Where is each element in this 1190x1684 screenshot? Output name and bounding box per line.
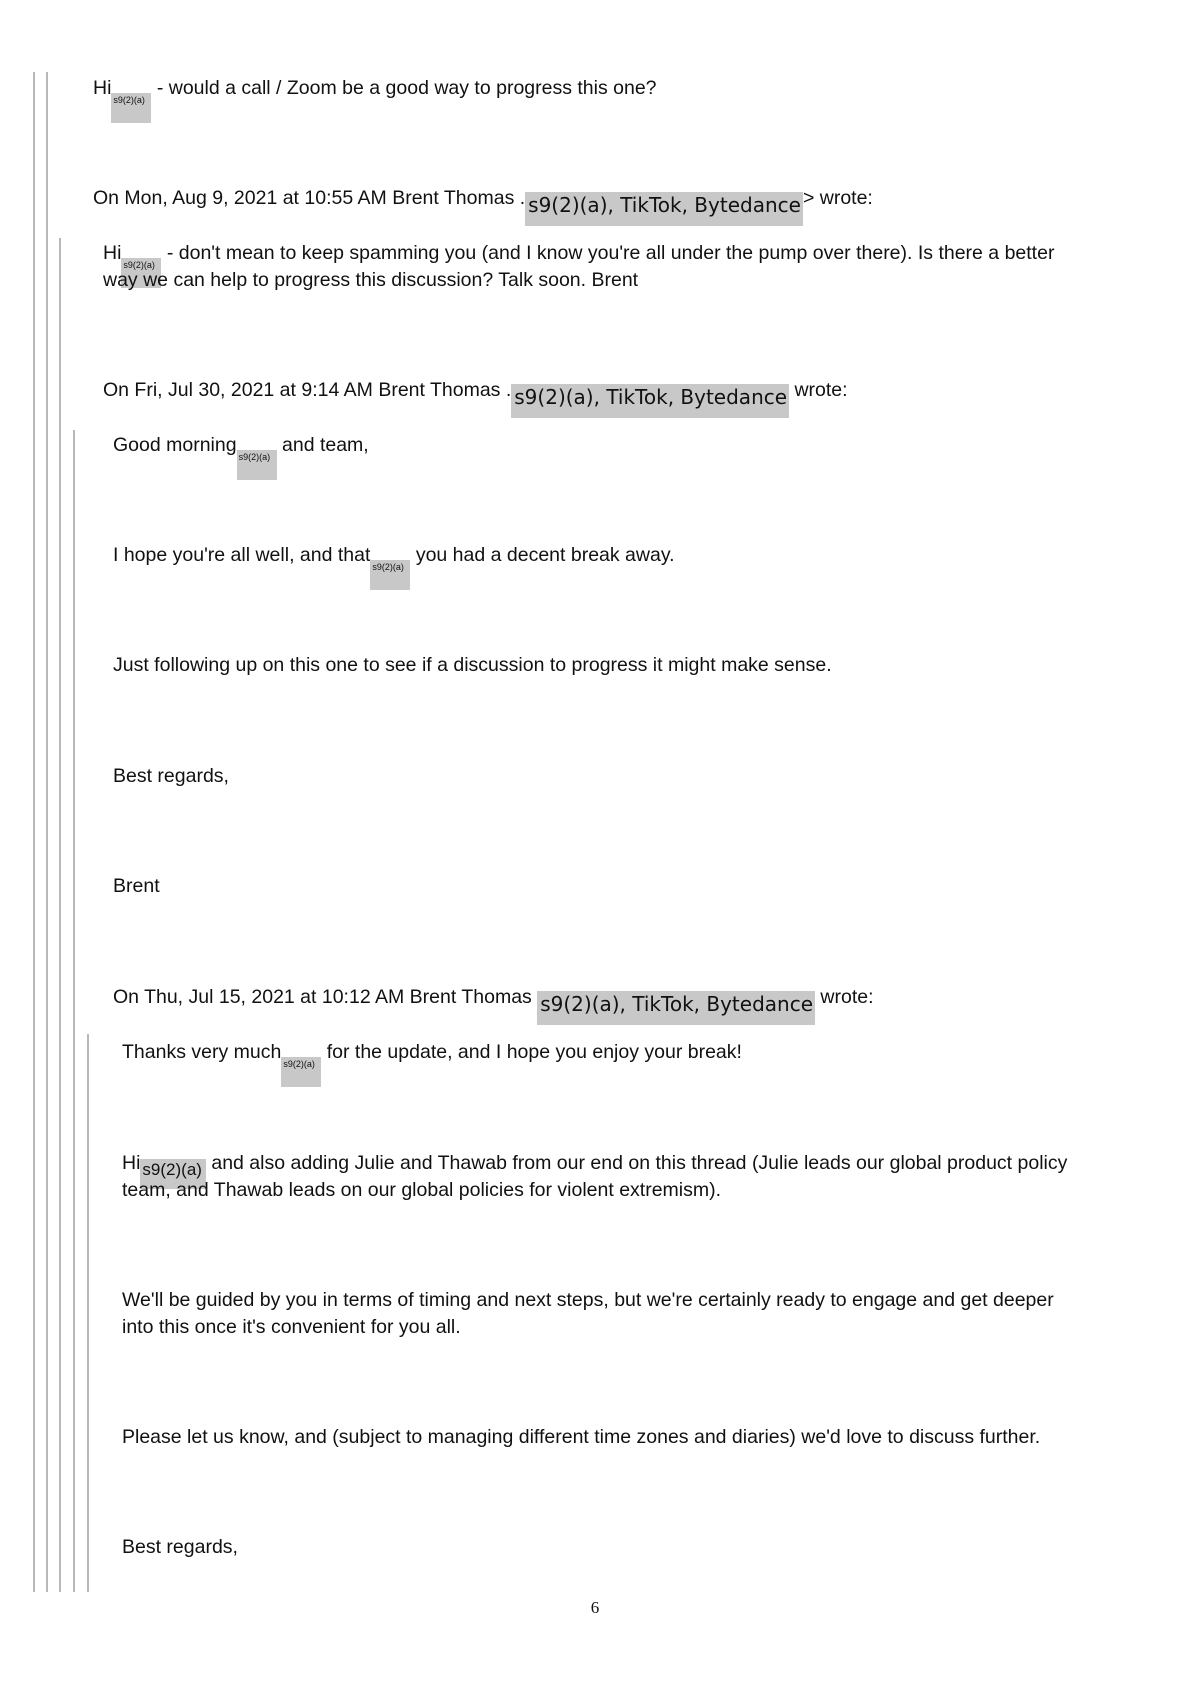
message-4-guided-line-1 [122, 1287, 1054, 1314]
thanks-start: Thanks very much [122, 1041, 282, 1063]
message-4-regards [122, 1534, 238, 1561]
followup-text: Just following up on this one to see if a discussion to progress it might make sense. [113, 654, 832, 676]
greeting-end: and team, [282, 434, 369, 456]
redaction-box: s9(2)(a) [237, 450, 277, 480]
quote-bar-level-4 [73, 430, 75, 1592]
message-3-hope [113, 542, 675, 590]
message-3-greeting [113, 432, 369, 480]
reply-header-jul-15 [113, 984, 874, 1025]
quote-bar-level-2 [46, 72, 48, 1592]
guided-text-2: into this once it's convenient for you all. [122, 1316, 461, 1338]
header-prefix: On Thu, Jul 15, 2021 at 10:12 AM Brent Thomas [113, 986, 532, 1008]
page-number: 6 [590, 1598, 600, 1617]
redaction-box: s9(2)(a) [281, 1057, 321, 1087]
redaction-box: s9(2)(a), TikTok, Bytedance [537, 991, 815, 1025]
guided-text-1: We'll be guided by you in terms of timing and next steps, but we're certainly ready to engage and get deeper [122, 1289, 1054, 1311]
header-suffix: > wrote: [802, 187, 873, 209]
greeting-hi: Hi [103, 242, 122, 264]
reply-header-aug-9 [93, 185, 873, 226]
message-4-please [122, 1424, 1040, 1451]
thanks-end: for the update, and I hope you enjoy your break! [326, 1041, 742, 1063]
greeting-hi: Hi [93, 77, 112, 99]
reply-header-jul-30 [103, 377, 848, 418]
message-3-signature [113, 873, 160, 900]
message-4-guided-line-2 [122, 1314, 461, 1341]
header-prefix: On Mon, Aug 9, 2021 at 10:55 AM Brent Thomas . [93, 187, 526, 209]
message-1-text: - would a call / Zoom be a good way to progress this one? [156, 77, 657, 99]
message-1-line [93, 75, 657, 123]
message-2-text-2: way we can help to progress this discussion? Talk soon. Brent [103, 269, 639, 291]
message-2-line-2 [103, 267, 638, 294]
redaction-box: s9(2)(a), TikTok, Bytedance [525, 192, 803, 226]
message-3-followup [113, 652, 832, 679]
message-4-adding-line-2 [122, 1177, 721, 1204]
quote-bar-level-5 [87, 1034, 89, 1592]
message-2-text-1: - don't mean to keep spamming you (and I know you're all under the pump over there). Is there a better [166, 242, 1055, 264]
header-suffix: wrote: [794, 379, 848, 401]
message-4-thanks [122, 1039, 742, 1087]
redaction-box: s9(2)(a), TikTok, Bytedance [511, 384, 789, 418]
quote-bar-level-1 [33, 72, 35, 1592]
regards-text: Best regards, [122, 1536, 238, 1558]
adding-text-2: team, and Thawab leads on our global policies for violent extremism). [122, 1179, 722, 1201]
please-text: Please let us know, and (subject to managing different time zones and diaries) we'd love to discuss further. [122, 1426, 1041, 1448]
greeting-hi: Hi [122, 1152, 141, 1174]
redaction-box: s9(2)(a) [140, 1159, 206, 1189]
redaction-box: s9(2)(a) [111, 93, 151, 123]
adding-text-1: and also adding Julie and Thawab from our end on this thread (Julie leads our global product policy [211, 1152, 1068, 1174]
message-3-regards [113, 763, 229, 790]
redaction-box: s9(2)(a) [121, 258, 161, 288]
regards-text: Best regards, [113, 765, 229, 787]
header-suffix: wrote: [820, 986, 874, 1008]
quote-bar-level-3 [59, 238, 61, 1592]
hope-start: I hope you're all well, and that [113, 544, 371, 566]
header-prefix: On Fri, Jul 30, 2021 at 9:14 AM Brent Thomas . [103, 379, 512, 401]
hope-end: you had a decent break away. [415, 544, 675, 566]
redaction-box: s9(2)(a) [370, 560, 410, 590]
greeting-start: Good morning [113, 434, 237, 456]
signature-text: Brent [113, 875, 160, 897]
